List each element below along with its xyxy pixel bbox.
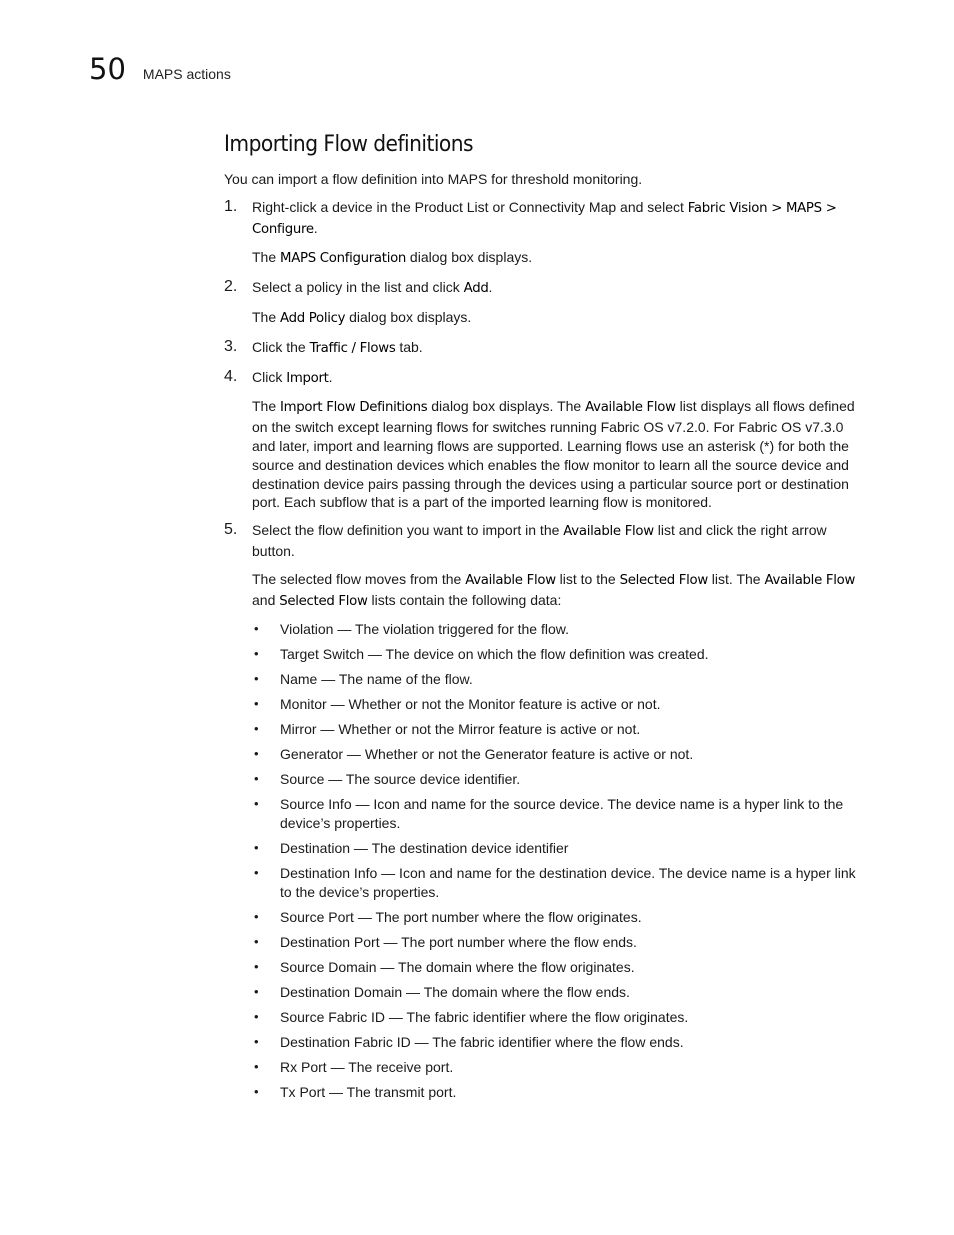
step-instruction — [252, 338, 869, 359]
bullet-icon: • — [254, 983, 259, 999]
step-result — [252, 308, 869, 329]
bullet-icon: • — [254, 696, 259, 712]
ui-element-name: Available Flow — [563, 524, 654, 540]
page-header — [89, 52, 231, 86]
bullet-icon: • — [254, 771, 259, 787]
list-item — [252, 745, 869, 764]
step-instruction — [252, 278, 869, 299]
step-result — [252, 570, 869, 612]
step-3 — [224, 338, 869, 359]
step-instruction — [252, 521, 869, 561]
list-item — [252, 770, 869, 789]
text-run: The — [252, 249, 281, 266]
step-1 — [224, 198, 869, 269]
list-item-text: Destination Port — The port number where the flow ends. — [280, 933, 637, 950]
step-2 — [224, 278, 869, 329]
list-item-text: Mirror — Whether or not the Mirror feature is active or not. — [280, 721, 641, 738]
step-body — [252, 368, 869, 513]
text-run: The — [252, 398, 281, 415]
bullet-icon: • — [254, 958, 259, 974]
list-item-text: Destination Fabric ID — The fabric identifier where the flow ends. — [280, 1033, 684, 1050]
ui-element-name: Import Flow Definitions — [280, 400, 428, 416]
intro-paragraph: You can import a flow definition into MAPS for threshold monitoring. — [224, 171, 643, 187]
text-run: . — [488, 279, 493, 296]
text-run: tab. — [395, 338, 423, 355]
list-item — [252, 958, 869, 977]
chapter-title: MAPS actions — [142, 66, 231, 82]
ui-element-name: Selected Flow — [279, 593, 368, 609]
bullet-icon: • — [254, 646, 259, 662]
list-item — [252, 720, 869, 739]
bullet-icon: • — [254, 746, 259, 762]
list-item — [252, 1008, 869, 1027]
list-item — [252, 983, 869, 1002]
ui-element-name: Fabric Vision > MAPS > Configure — [252, 200, 837, 237]
bullet-icon: • — [254, 933, 259, 949]
step-5 — [224, 521, 869, 1101]
list-item — [252, 645, 869, 664]
step-body — [252, 278, 869, 329]
bullet-icon: • — [254, 908, 259, 924]
ui-element-name: Selected Flow — [619, 572, 708, 588]
list-item-text: Violation — The violation triggered for the flow. — [280, 621, 569, 638]
step-number: 5. — [224, 521, 238, 539]
list-item-text: Destination — The destination device identifier — [280, 840, 569, 857]
step-result — [252, 397, 869, 512]
list-item-text: Destination Info — Icon and name for the destination device. The device name is a hyper link to the device’s properties. — [280, 865, 856, 900]
list-item-text: Rx Port — The receive port. — [280, 1058, 454, 1075]
text-run: . — [313, 219, 318, 236]
ui-element-name: MAPS Configuration — [280, 251, 407, 267]
list-item — [252, 1083, 869, 1102]
ui-element-name: Available Flow — [465, 572, 556, 588]
text-run: Select a policy in the list and click — [252, 279, 464, 296]
text-run: The — [252, 308, 281, 325]
list-item-text: Tx Port — The transmit port. — [280, 1083, 457, 1100]
text-run: list. The — [707, 570, 765, 587]
step-number: 2. — [224, 278, 238, 296]
list-item-text: Source Domain — The domain where the flow originates. — [280, 958, 635, 975]
bullet-icon: • — [254, 796, 259, 812]
step-result — [252, 248, 869, 269]
flow-data-list — [252, 620, 869, 1101]
list-item — [252, 933, 869, 952]
step-body — [252, 338, 869, 359]
procedure-steps — [224, 198, 869, 1102]
text-run: Click the — [252, 338, 310, 355]
text-run: . — [328, 368, 333, 385]
step-4 — [224, 368, 869, 513]
list-item — [252, 864, 869, 902]
step-number: 1. — [224, 197, 238, 215]
text-run: list to the — [555, 570, 620, 587]
bullet-icon: • — [254, 721, 259, 737]
list-item-text: Source Fabric ID — The fabric identifier where the flow originates. — [280, 1008, 689, 1025]
bullet-icon: • — [254, 671, 259, 687]
bullet-icon: • — [254, 840, 259, 856]
bullet-icon: • — [254, 1033, 259, 1049]
list-item-text: Source Info — Icon and name for the source device. The device name is a hyper link to the device’s properties. — [280, 796, 844, 832]
text-run: Select the flow definition you want to import in the — [252, 522, 564, 539]
bullet-icon: • — [254, 865, 259, 880]
text-run: Right-click a device in the Product List or Connectivity Map and select — [252, 198, 688, 215]
step-body — [252, 198, 869, 269]
list-item-text: Monitor — Whether or not the Monitor feature is active or not. — [280, 696, 661, 713]
step-number: 3. — [224, 337, 238, 355]
ui-element-name: Import — [286, 370, 329, 386]
section-title: Importing Flow definitions — [224, 132, 474, 157]
list-item — [252, 908, 869, 927]
list-item-text: Source — The source device identifier. — [280, 771, 521, 788]
list-item — [252, 1058, 869, 1077]
ui-element-name: Add Policy — [280, 310, 346, 326]
text-run: The selected flow moves from the — [252, 570, 466, 587]
list-item-text: Name — The name of the flow. — [280, 671, 473, 688]
list-item — [252, 1033, 869, 1052]
bullet-icon: • — [254, 1058, 259, 1074]
list-item-text: Destination Domain — The domain where the flow ends. — [280, 983, 630, 1000]
list-item — [252, 839, 869, 858]
step-instruction — [252, 368, 869, 389]
chapter-number: 50 — [89, 52, 126, 86]
list-item-text: Generator — Whether or not the Generator feature is active or not. — [280, 746, 694, 763]
list-item — [252, 695, 869, 714]
list-item — [252, 795, 869, 833]
text-run: lists contain the following data: — [367, 591, 562, 608]
text-run: dialog box displays. — [406, 249, 533, 266]
ui-element-name: Add — [463, 281, 489, 297]
step-number: 4. — [224, 367, 238, 385]
ui-element-name: Traffic / Flows — [309, 340, 396, 356]
list-item-text: Source Port — The port number where the flow originates. — [280, 908, 642, 925]
list-item — [252, 620, 869, 639]
text-run: and — [252, 591, 280, 608]
ui-element-name: Available Flow — [764, 572, 856, 588]
list-item — [252, 670, 869, 689]
bullet-icon: • — [254, 1008, 259, 1024]
main-content — [224, 132, 869, 1110]
text-run: list displays all flows defined on the switch except learning flows for switches running Fabric OS v7.2.0. For Fabric OS v7.3.0 and later, import and learning flows are supported. Learning flows use an asterisk (*) for both the source and destination devices which enables the flow monitor to learn all the source device and destination device pairs passing through the devices using a particular source port or destination port. Each subflow that is a part of the imported learning flow is monitored. — [252, 398, 855, 511]
text-run: dialog box displays. — [345, 308, 472, 325]
text-run: list and click the right arrow button. — [252, 522, 827, 559]
step-body — [252, 521, 869, 1101]
bullet-icon: • — [254, 621, 259, 637]
text-run: dialog box displays. The — [427, 398, 586, 415]
ui-element-name: Available Flow — [585, 400, 676, 416]
step-instruction — [252, 198, 869, 240]
bullet-icon: • — [254, 1083, 259, 1099]
list-item-text: Target Switch — The device on which the flow definition was created. — [280, 646, 709, 663]
text-run: Click — [252, 368, 287, 385]
